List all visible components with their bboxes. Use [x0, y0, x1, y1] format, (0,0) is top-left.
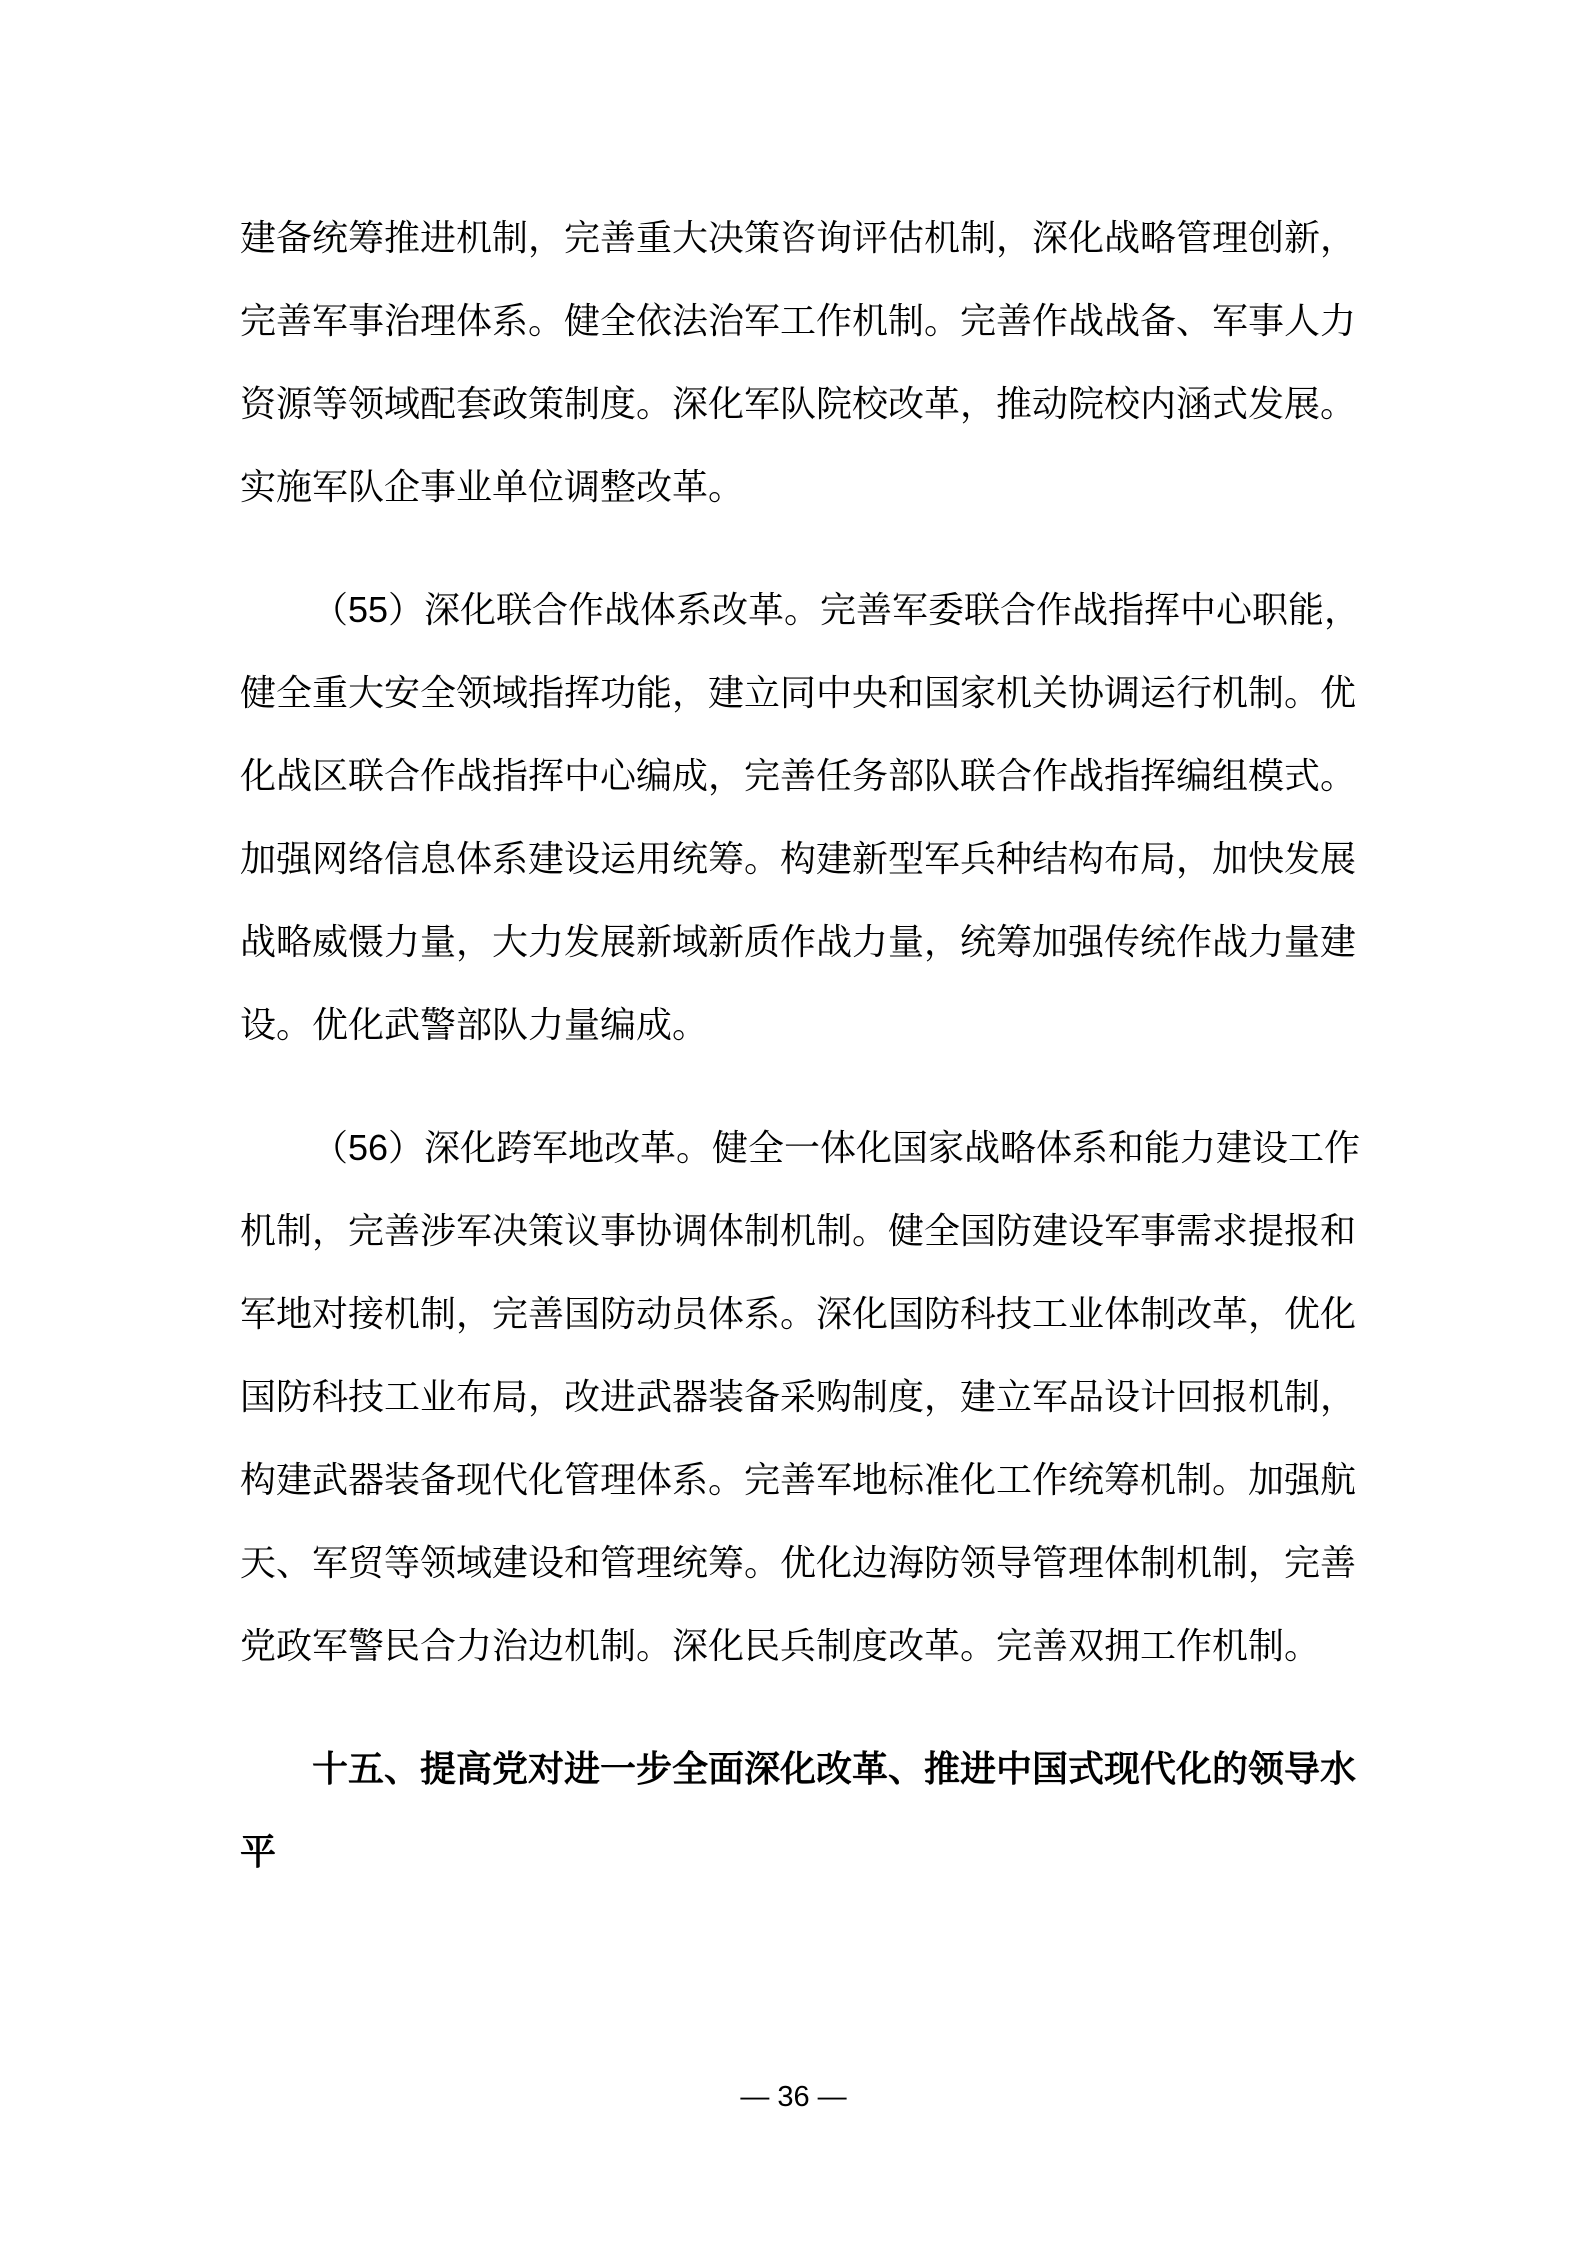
text-line: 资源等领域配套政策制度。深化军队院校改革，推动院校内涵式发展。 — [240, 383, 1357, 424]
text-line: 建备统筹推进机制，完善重大决策咨询评估机制，深化战略管理创新， — [240, 217, 1357, 258]
page-content — [240, 196, 1361, 1893]
text-line: 加强网络信息体系建设运用统筹。构建新型军兵种结构布局，加快发展 — [240, 838, 1357, 879]
heading-line: 十五、提高党对进一步全面深化改革、推进中国式现代化的领导水 — [312, 1748, 1357, 1789]
text-line: 战略威慑力量，大力发展新域新质作战力量，统筹加强传统作战力量建 — [240, 921, 1357, 962]
paragraph-item-55 — [240, 568, 1361, 1066]
text-line: （55）深化联合作战体系改革。完善军委联合作战指挥中心职能， — [312, 589, 1361, 630]
text-line: 设。优化武警部队力量编成。 — [240, 1004, 709, 1045]
text-line: 党政军警民合力治边机制。深化民兵制度改革。完善双拥工作机制。 — [240, 1625, 1321, 1666]
paragraph-item-56 — [240, 1106, 1361, 1687]
text-line: 构建武器装备现代化管理体系。完善军地标准化工作统筹机制。加强航 — [240, 1459, 1357, 1500]
heading-line: 平 — [240, 1831, 277, 1872]
page-number: — 36 — — [740, 2081, 847, 2113]
text-line: 完善军事治理体系。健全依法治军工作机制。完善作战战备、军事人力 — [240, 300, 1357, 341]
text-line: 军地对接机制，完善国防动员体系。深化国防科技工业体制改革，优化 — [240, 1293, 1357, 1334]
section-heading-15 — [240, 1727, 1358, 1893]
text-line: 实施军队企事业单位调整改革。 — [240, 466, 745, 507]
text-line: 健全重大安全领域指挥功能，建立同中央和国家机关协调运行机制。优 — [240, 672, 1357, 713]
text-line: （56）深化跨军地改革。健全一体化国家战略体系和能力建设工作 — [312, 1127, 1361, 1168]
paragraph-54-continuation — [240, 196, 1358, 528]
text-line: 化战区联合作战指挥中心编成，完善任务部队联合作战指挥编组模式。 — [240, 755, 1357, 796]
text-line: 机制，完善涉军决策议事协调体制机制。健全国防建设军事需求提报和 — [240, 1210, 1357, 1251]
text-line: 国防科技工业布局，改进武器装备采购制度，建立军品设计回报机制， — [240, 1376, 1357, 1417]
text-line: 天、军贸等领域建设和管理统筹。优化边海防领导管理体制机制，完善 — [240, 1542, 1357, 1583]
